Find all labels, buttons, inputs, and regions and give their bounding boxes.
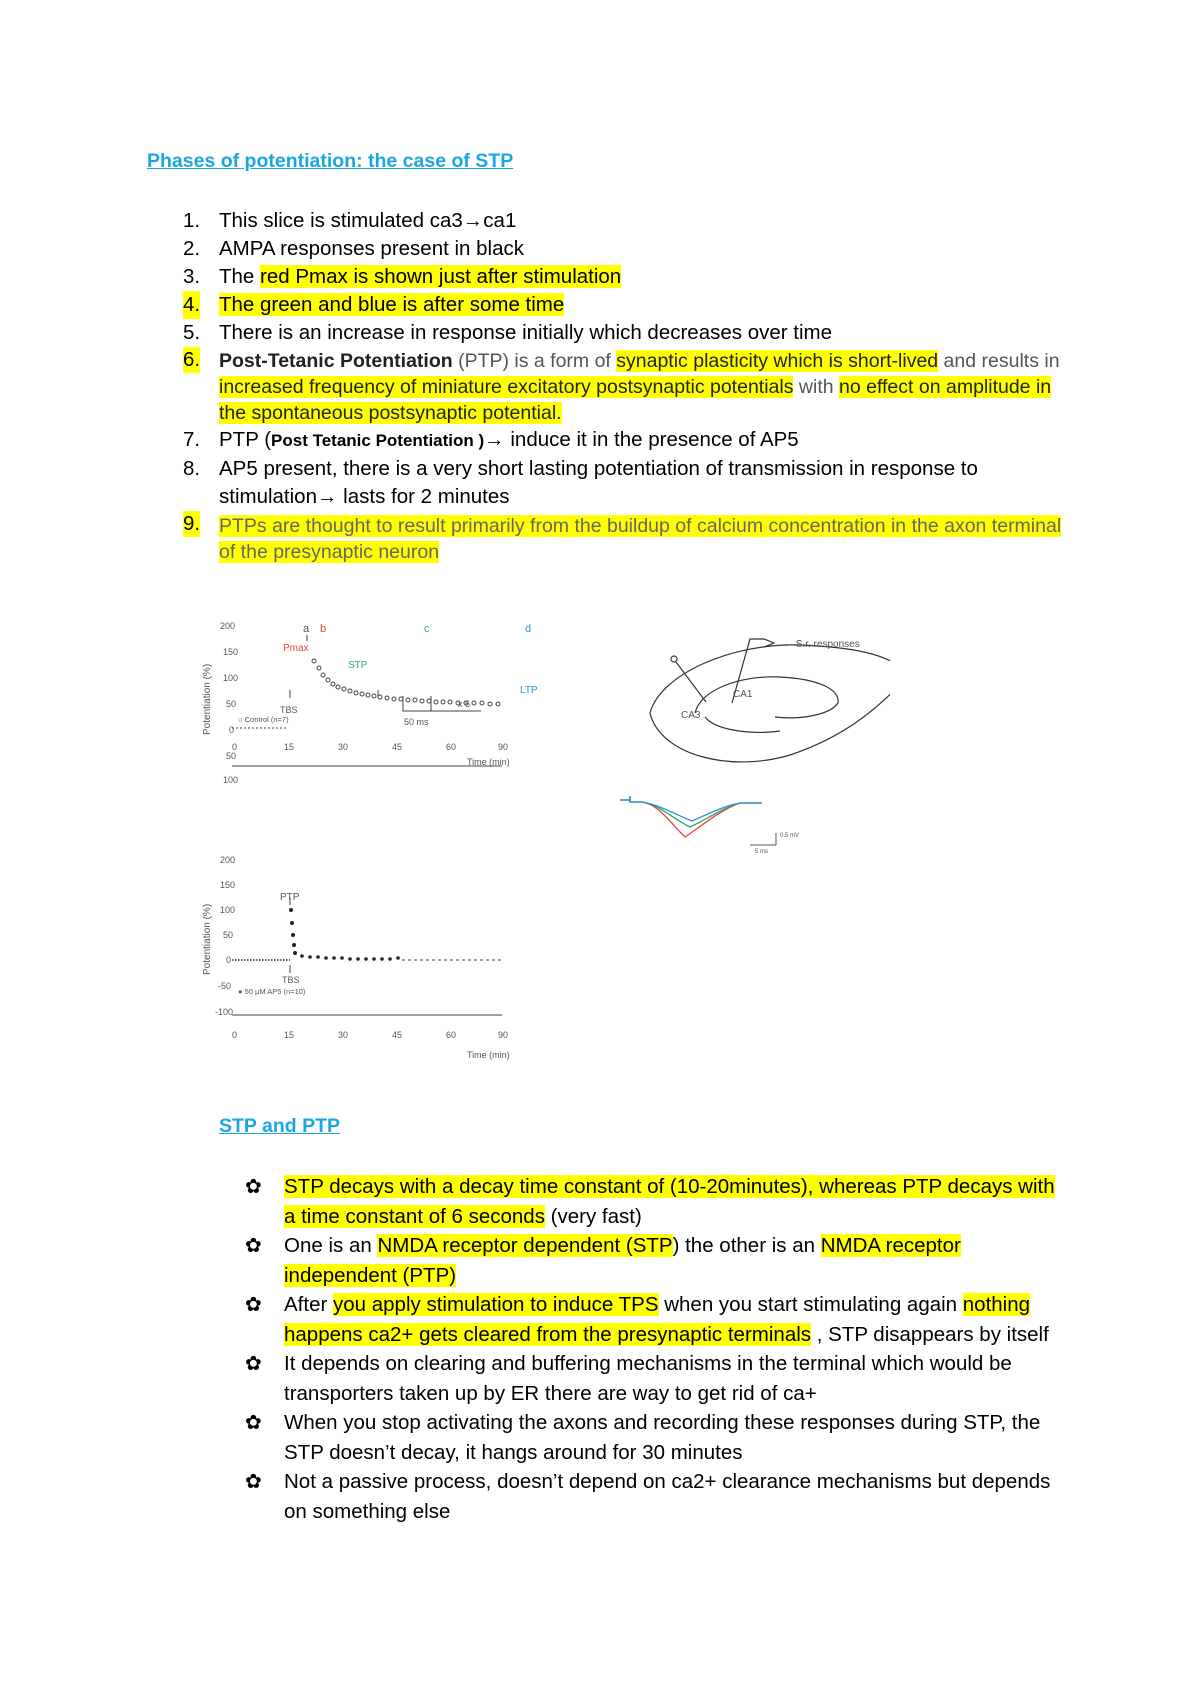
sr-responses-label: ← S.r. responses xyxy=(783,639,860,650)
flower-bullet-icon: ✿ xyxy=(245,1412,262,1434)
y-tick: -50 xyxy=(218,981,232,991)
x-tick: 45 xyxy=(392,1030,403,1040)
label-b: b xyxy=(320,623,327,635)
y-tick: 150 xyxy=(223,647,239,657)
y-tick: 200 xyxy=(220,621,236,631)
y-tick: 150 xyxy=(220,880,236,890)
ylabel-top: Potentiation (%) xyxy=(202,663,213,735)
scale-ms: 5 ms xyxy=(755,849,769,855)
tbs-label-top: TBS xyxy=(280,705,298,715)
x-tick: 15 xyxy=(284,1030,295,1040)
ms50-label: 50 ms xyxy=(404,717,429,727)
section-subtitle: STP and PTP xyxy=(219,1115,340,1137)
page-title: Phases of potentiation: the case of STP xyxy=(147,150,514,172)
list-item: ✿ When you stop activating the axons and recording these responses during STP, the STP doesn’t decay, it hangs around for 30 minutes xyxy=(245,1411,1041,1464)
flower-bullet-icon: ✿ xyxy=(245,1353,262,1375)
list-item: ✿ One is an NMDA receptor dependent (STP) the other is an NMDA receptor independent (PTP) xyxy=(245,1234,961,1287)
highlighted-text: red Pmax is shown just after stimulation xyxy=(260,265,622,288)
pmax-label: Pmax xyxy=(283,643,309,654)
xlabel-top: Time (min) xyxy=(467,757,510,767)
x-tick: 30 xyxy=(338,742,349,752)
x-tick: 60 xyxy=(446,1030,457,1040)
highlighted-text: The green and blue is after some time xyxy=(219,293,565,316)
y-tick: 0 xyxy=(229,725,235,735)
x-tick: 90 xyxy=(498,742,509,752)
label-d: d xyxy=(525,623,532,635)
list-item: 8. AP5 present, there is a very short lasting potentiation of transmission in response to stimulation→ lasts for 2 minutes xyxy=(183,457,978,508)
ap5-legend: ● 50 μM AP5 (n=10) xyxy=(238,987,306,996)
x-tick: 45 xyxy=(392,742,403,752)
ap-traces xyxy=(620,796,776,845)
potentiation-figure xyxy=(190,605,890,1065)
list-item: 7. PTP (Post Tetanic Potentiation )→ induce it in the presence of AP5 xyxy=(183,428,799,451)
y-tick: 100 xyxy=(223,775,239,785)
list-item: 9. PTPs are thought to result primarily from the buildup of calcium concentration in the axon terminal of the presynaptic neuron xyxy=(183,512,1062,563)
ylabel-bottom: Potentiation (%) xyxy=(202,903,213,975)
x-tick: 90 xyxy=(498,1030,509,1040)
ptp-label: PTP xyxy=(280,892,300,903)
bullet-list xyxy=(245,1172,1065,1526)
x-tick: 0 xyxy=(232,742,238,752)
flower-bullet-icon: ✿ xyxy=(245,1176,262,1198)
list-item: ✿ It depends on clearing and buffering mechanisms in the terminal which would be transporters taken up by ER there are way to get rid of ca+ xyxy=(245,1352,1012,1405)
label-c: c xyxy=(424,623,430,635)
ptp-curve xyxy=(232,908,502,961)
hippocampus-diagram xyxy=(650,639,890,762)
list-item: ✿ Not a passive process, doesn’t depend on ca2+ clearance mechanisms but depends on something else xyxy=(245,1470,1051,1523)
x-tick: 30 xyxy=(338,1030,349,1040)
xlabel-bottom: Time (min) xyxy=(467,1050,510,1060)
bold-term: Post-Tetanic Potentiation xyxy=(219,350,453,372)
scale-mv: 0.5 mV xyxy=(780,833,800,839)
y-tick: -100 xyxy=(215,1007,234,1017)
y-tick: 50 xyxy=(226,751,237,761)
list-item: 5. There is an increase in response initially which decreases over time xyxy=(183,321,833,344)
ca3-label: CA3 xyxy=(681,710,701,721)
x-tick: 0 xyxy=(232,1030,238,1040)
x-tick: 15 xyxy=(284,742,295,752)
y-tick: 50 xyxy=(226,699,237,709)
y-tick: 100 xyxy=(223,673,239,683)
flower-bullet-icon: ✿ xyxy=(245,1471,262,1493)
list-item: 6. Post-Tetanic Potentiation (PTP) is a form of synaptic plasticity which is short-lived and results in increased frequency of miniature excitatory postsynaptic potentials with no effect on amplitude in the spontaneous postsynaptic potential. xyxy=(183,348,1060,424)
highlighted-text: PTPs are thought to result primarily from the buildup of calcium concentration in the axon terminal of the presynaptic neuron xyxy=(219,515,1062,563)
list-item: 4. The green and blue is after some time xyxy=(147,291,1067,319)
y-tick: 200 xyxy=(220,855,236,865)
flower-bullet-icon: ✿ xyxy=(245,1235,262,1257)
list-item: 3. The red Pmax is shown just after stimulation xyxy=(183,265,622,288)
ca1-label: CA1 xyxy=(733,689,753,700)
y-tick: 0 xyxy=(226,955,232,965)
label-a: a xyxy=(303,623,310,635)
x-tick: 60 xyxy=(446,742,457,752)
control-legend: ○ Control (n=7) xyxy=(238,715,289,724)
stp-label: STP xyxy=(348,660,368,671)
x5-label: x 5 xyxy=(458,699,471,709)
numbered-list xyxy=(147,207,1067,565)
list-item: ✿ STP decays with a decay time constant of (10-20minutes), whereas PTP decays with a time constant of 6 seconds (very fast) xyxy=(245,1175,1055,1228)
y-tick: 50 xyxy=(223,930,234,940)
list-item: ✿ After you apply stimulation to induce TPS when you start stimulating again nothing happens ca2+ gets cleared from the presynaptic terminals , STP disappears by itself xyxy=(245,1293,1049,1346)
tbs-label-bottom: TBS xyxy=(282,975,300,985)
list-item: 1. This slice is stimulated ca3→ca1 xyxy=(183,209,517,232)
flower-bullet-icon: ✿ xyxy=(245,1294,262,1316)
list-item: 2. AMPA responses present in black xyxy=(183,237,524,260)
y-tick: 100 xyxy=(220,905,236,915)
ltp-label: LTP xyxy=(520,685,538,696)
